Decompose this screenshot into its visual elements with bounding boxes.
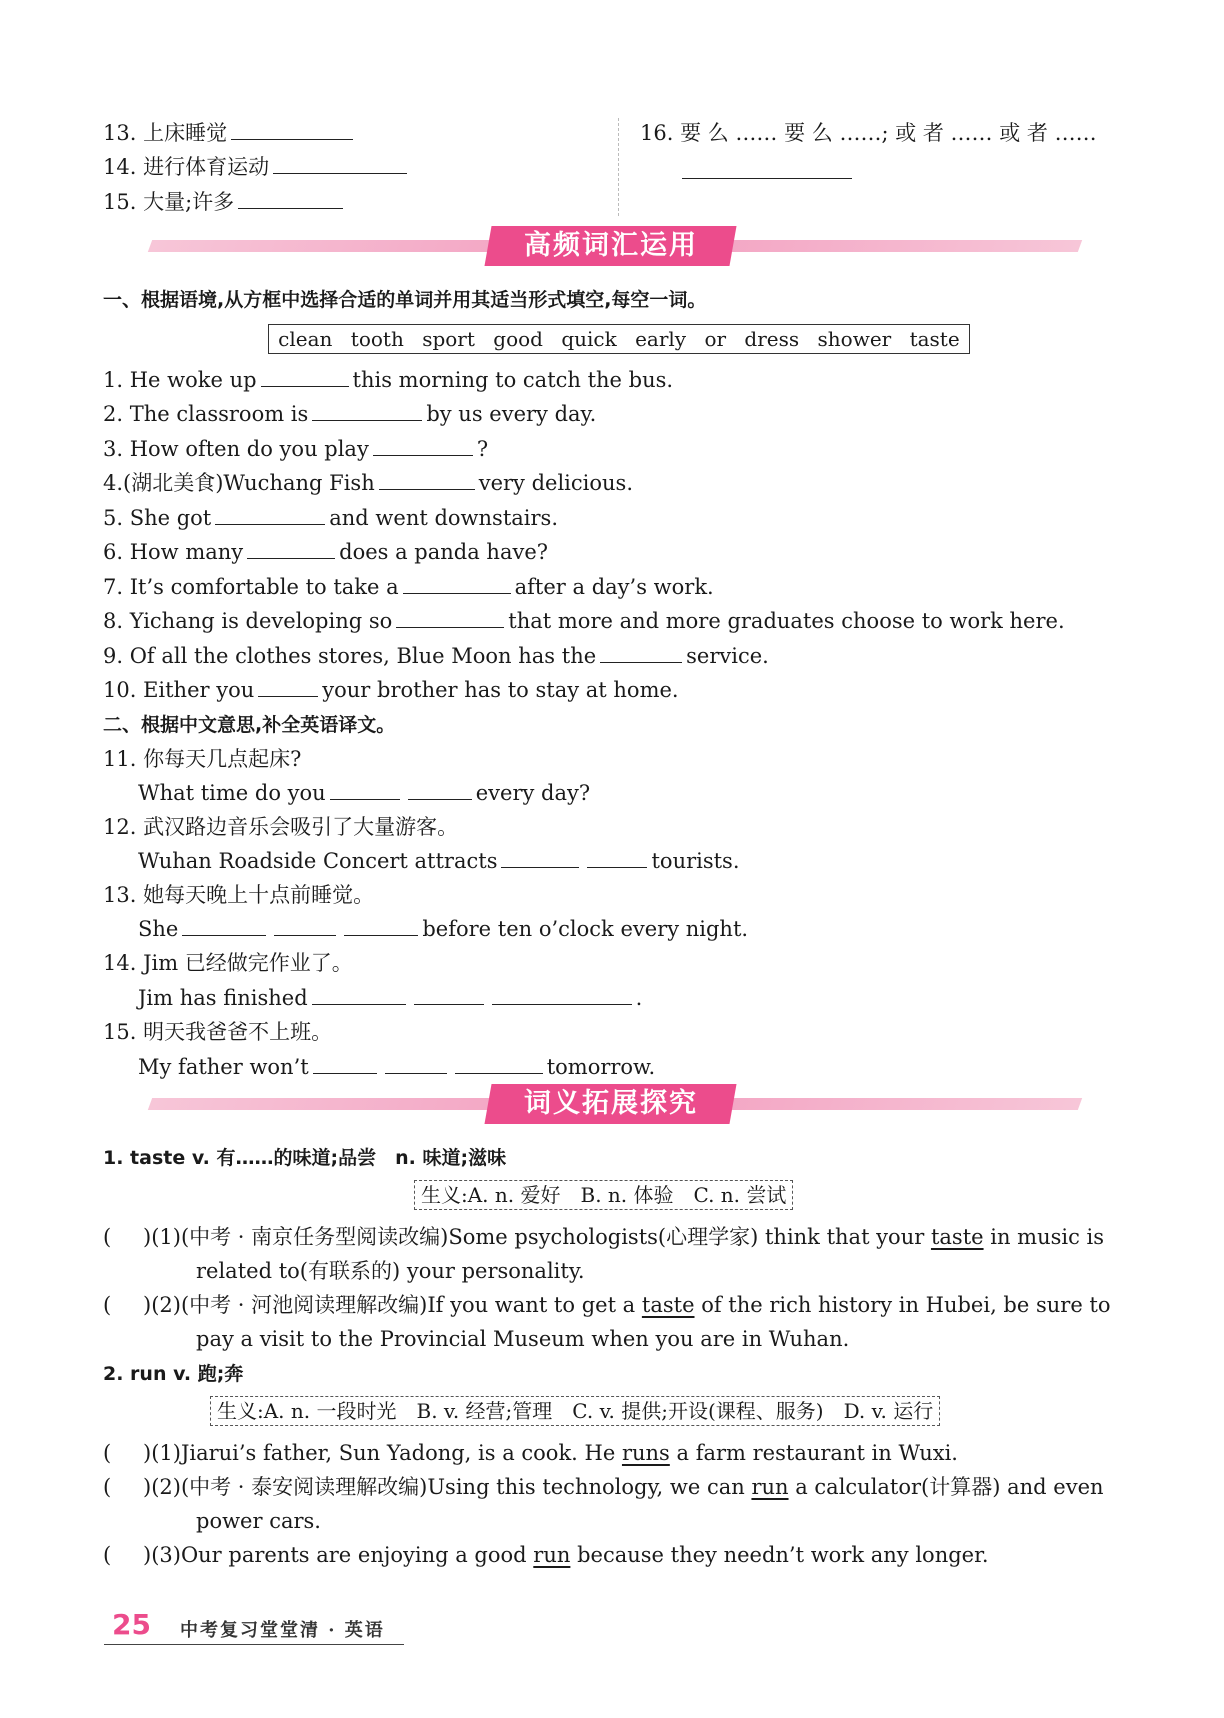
translation-cn: 12. 武汉路边音乐会吸引了大量游客。 <box>103 815 459 839</box>
translation-cn: 15. 明天我爸爸不上班。 <box>103 1020 333 1044</box>
word-box-item: taste <box>909 327 960 351</box>
taste-question-2: ( )(2)(中考 · 河池阅读理解改编)If you want to get a taste of the rich history in Hubei, be sure to <box>103 1293 1111 1317</box>
translation-en: Wuhan Roadside Concert attracts tourists. <box>138 849 740 873</box>
page-number: 25 <box>112 1608 151 1641</box>
translation-en: Jim has finished . <box>138 986 643 1010</box>
word-box-item: clean <box>278 327 333 351</box>
run-meanings-box: 生义:A. n. 一段时光 B. v. 经营;管理 C. v. 提供;开设(课程、服务) D. v. 运行 <box>210 1396 940 1426</box>
top-item-14: 14. 进行体育运动 <box>103 152 411 182</box>
word-box-item: shower <box>817 327 892 351</box>
word-heading-taste: 1. taste v. 有……的味道;品尝 n. 味道;滋味 <box>103 1147 507 1169</box>
column-divider <box>618 118 619 216</box>
fill-item: 4.(湖北美食)Wuchang Fish very delicious. <box>103 471 633 495</box>
fill-item: 1. He woke up this morning to catch the bus. <box>103 368 674 392</box>
translation-en: My father won’t tomorrow. <box>138 1055 656 1079</box>
fill-item: 6. How many does a panda have? <box>103 540 549 564</box>
fill-item: 10. Either you your brother has to stay at home. <box>103 678 679 702</box>
run-question-3: ( )(3)Our parents are enjoying a good run because they needn’t work any longer. <box>103 1543 989 1567</box>
top-item-16-blank <box>682 178 852 179</box>
word-box <box>268 324 970 354</box>
taste-question-2-cont: pay a visit to the Provincial Museum when you are in Wuhan. <box>196 1327 850 1351</box>
taste-meanings-box: 生义:A. n. 爱好 B. n. 体验 C. n. 尝试 <box>414 1180 793 1210</box>
word-box-item: sport <box>422 327 475 351</box>
run-question-1: ( )(1)Jiarui’s father, Sun Yadong, is a cook. He runs a farm restaurant in Wuxi. <box>103 1441 958 1465</box>
top-item-13: 13. 上床睡觉 <box>103 118 357 148</box>
top-item-15: 15. 大量;许多 <box>103 187 347 217</box>
fill-item: 7. It’s comfortable to take a after a day’s work. <box>103 575 714 599</box>
translation-cn: 13. 她每天晚上十点前睡觉。 <box>103 883 375 907</box>
fill-item: 2. The classroom is by us every day. <box>103 402 597 426</box>
fill-item: 3. How often do you play ? <box>103 437 489 461</box>
taste-question-1-cont: related to(有联系的) your personality. <box>196 1259 585 1283</box>
taste-question-1: ( )(1)(中考 · 南京任务型阅读改编)Some psychologists(心理学家) think that your taste in music is <box>103 1225 1105 1249</box>
translation-en: She before ten o’clock every night. <box>138 917 749 941</box>
section-title-word-meaning: 词义拓展探究 <box>484 1084 736 1124</box>
run-question-2: ( )(2)(中考 · 泰安阅读理解改编)Using this technology, we can run a calculator(计算器) and even <box>103 1475 1104 1499</box>
word-box-item: early <box>635 327 687 351</box>
footer-line <box>104 1644 404 1645</box>
part1-heading: 一、根据语境,从方框中选择合适的单词并用其适当形式填空,每空一词。 <box>103 289 707 311</box>
translation-en: What time do you every day? <box>138 781 591 805</box>
translation-cn: 14. Jim 已经做完作业了。 <box>103 951 353 975</box>
word-box-item: dress <box>744 327 800 351</box>
word-box-item: or <box>704 327 727 351</box>
part2-heading: 二、根据中文意思,补全英语译文。 <box>103 714 396 736</box>
word-heading-run: 2. run v. 跑;奔 <box>103 1363 244 1385</box>
top-item-16: 16. 要 么 …… 要 么 ……; 或 者 …… 或 者 …… <box>640 121 1097 145</box>
section-title-high-frequency: 高频词汇运用 <box>484 226 736 266</box>
run-question-2-cont: power cars. <box>196 1509 321 1533</box>
fill-item: 5. She got and went downstairs. <box>103 506 558 530</box>
fill-item: 8. Yichang is developing so that more and more graduates choose to work here. <box>103 609 1065 633</box>
translation-cn: 11. 你每天几点起床? <box>103 747 302 771</box>
word-box-item: quick <box>561 327 617 351</box>
fill-item: 9. Of all the clothes stores, Blue Moon has the service. <box>103 644 769 668</box>
book-title: 中考复习堂堂清 · 英语 <box>180 1620 385 1641</box>
word-box-item: good <box>493 327 543 351</box>
word-box-item: tooth <box>350 327 404 351</box>
